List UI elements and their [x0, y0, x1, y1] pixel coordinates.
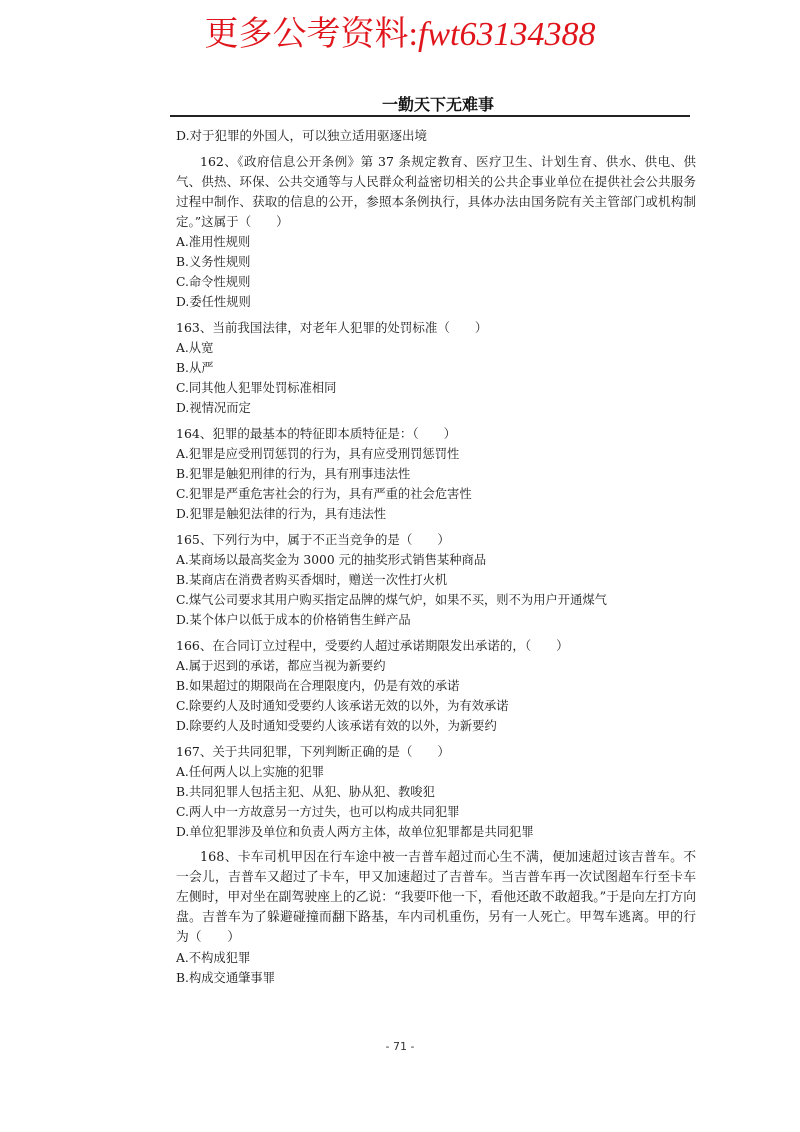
question-text: 165、下列行为中，属于不正当竞争的是（ ）: [176, 532, 450, 547]
lead-option: D.对于犯罪的外国人，可以独立适用驱逐出境: [176, 128, 428, 143]
option-b: B.如果超过的期限尚在合理限度内，仍是有效的承诺: [176, 679, 460, 693]
option-c: C.除要约人及时通知受要约人该承诺无效的以外，为有效承诺: [176, 699, 509, 713]
question-text: 164、犯罪的最基本的特征即本质特征是：（ ）: [176, 426, 457, 441]
option-c: C.煤气公司要求其用户购买指定品牌的煤气炉，如果不买，则不为用户开通煤气: [176, 593, 607, 607]
question-163: [176, 318, 696, 418]
option-a: A.从宽: [176, 341, 214, 355]
question-text: 166、在合同订立过程中，受要约人超过承诺期限发出承诺的，（ ）: [176, 638, 569, 653]
option-d: D.除要约人及时通知受要约人该承诺有效的以外，为新要约: [176, 719, 497, 733]
option-b: B.犯罪是触犯刑律的行为，具有刑事违法性: [176, 467, 411, 481]
option-c: C.同其他人犯罪处罚标准相同: [176, 381, 337, 395]
option-d: D.视情况而定: [176, 401, 251, 415]
question-164: [176, 424, 696, 524]
option-a: A.属于迟到的承诺，都应当视为新要约: [176, 659, 386, 673]
option-b: B.义务性规则: [176, 255, 251, 269]
question-168: [176, 848, 696, 988]
option-c: C.两人中一方故意另一方过失，也可以构成共同犯罪: [176, 805, 460, 819]
option-a: A.任何两人以上实施的犯罪: [176, 765, 325, 779]
option-a: A.犯罪是应受刑罚惩罚的行为，具有应受刑罚惩罚性: [176, 447, 460, 461]
question-text: 163、当前我国法律，对老年人犯罪的处罚标准（ ）: [176, 320, 488, 335]
document-body: [176, 126, 696, 988]
page-number: - 71 -: [385, 1040, 415, 1053]
option-c: C.命令性规则: [176, 275, 251, 289]
option-d: D.单位犯罪涉及单位和负责人两方主体，故单位犯罪都是共同犯罪: [176, 825, 534, 839]
question-165: [176, 530, 696, 630]
header-divider: [170, 115, 690, 117]
option-d: D.委任性规则: [176, 295, 251, 309]
question-text: 162、《政府信息公开条例》第 37 条规定教育、医疗卫生、计划生育、供水、供电、供气、供热、环保、公共交通等与人民群众利益密切相关的公共企事业单位在提供社会公共服务过程中制作、获取的信息的公开，参照本条例执行，具体办法由国务院有关主管部门或机构制定。”这属于（ ）: [176, 154, 696, 229]
question-166: [176, 636, 696, 736]
option-b: B.某商店在消费者购买香烟时，赠送一次性打火机: [176, 573, 448, 587]
question-text: 168、卡车司机甲因在行车途中被一吉普车超过而心生不满，便加速超过该吉普车。不一会儿，吉普车又超过了卡车，甲又加速超过了吉普车。当吉普车再一次试图超车行至卡车左侧时，甲对坐在副驾驶座上的乙说：“我要吓他一下，看他还敢不敢超我。”于是向左打方向盘。吉普车为了躲避碰撞而翻下路基，车内司机重伤，另有一人死亡。甲驾车逃离。甲的行为（ ）: [176, 850, 696, 945]
option-c: C.犯罪是严重危害社会的行为，具有严重的社会危害性: [176, 487, 472, 501]
question-167: [176, 742, 696, 842]
question-text: 167、关于共同犯罪，下列判断正确的是（ ）: [176, 744, 450, 759]
watermark-handle: fwt63134388: [417, 16, 596, 53]
option-a: A.准用性规则: [176, 235, 251, 249]
option-a: A.不构成犯罪: [176, 951, 251, 965]
option-d: D.犯罪是触犯法律的行为，具有违法性: [176, 507, 387, 521]
page-header-title: 一勤天下无难事: [382, 95, 495, 114]
watermark-prefix: 更多公考资料:: [204, 16, 418, 53]
watermark-banner: [0, 6, 800, 55]
option-b: B.构成交通肇事罪: [176, 971, 276, 985]
question-162: [176, 152, 696, 312]
option-d: D.某个体户以低于成本的价格销售生鲜产品: [176, 613, 411, 627]
option-b: B.共同犯罪人包括主犯、从犯、胁从犯、教唆犯: [176, 785, 435, 799]
option-a: A.某商场以最高奖金为 3000 元的抽奖形式销售某种商品: [176, 553, 487, 567]
option-b: B.从严: [176, 361, 214, 375]
